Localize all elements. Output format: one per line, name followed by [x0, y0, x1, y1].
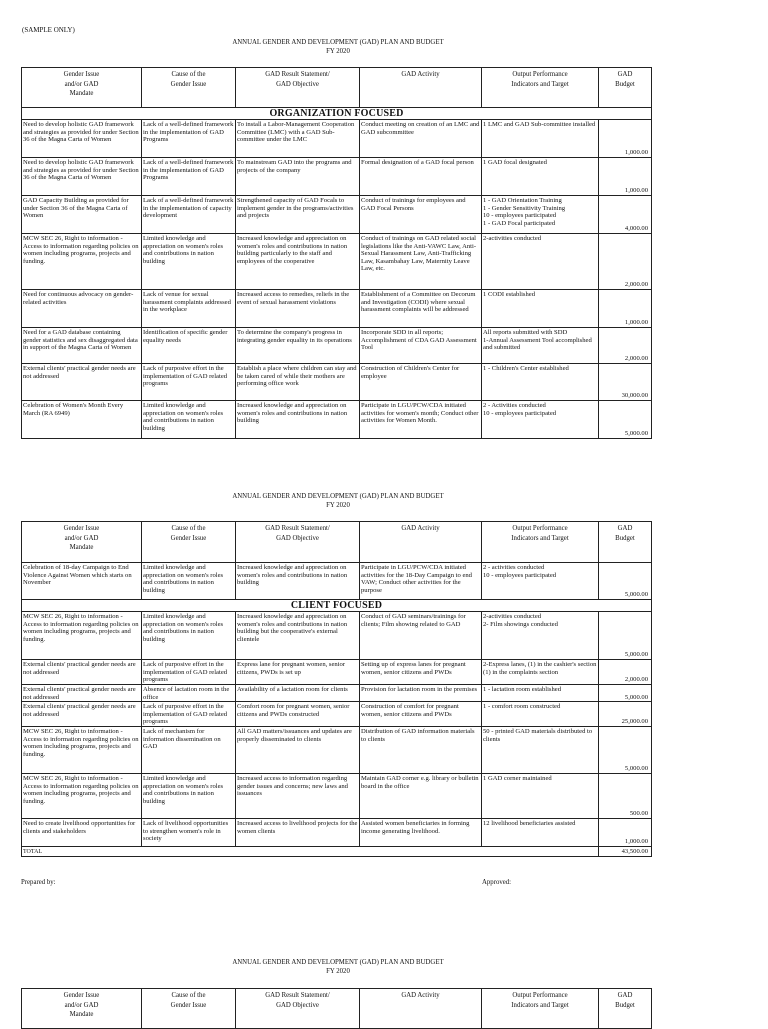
- cell-output: 2 - Activities conducted 10 - employees participated: [482, 401, 599, 439]
- table-row: [22, 290, 652, 328]
- header-budget: GAD Budget: [599, 989, 652, 1029]
- header-cause: Cause of the Gender Issue: [142, 522, 236, 563]
- cell-result: Express lane for pregnant women, senior citizens, PWDs is set up: [236, 660, 360, 685]
- page-title: ANNUAL GENDER AND DEVELOPMENT (GAD) PLAN AND BUDGET: [232, 39, 444, 46]
- cell-result: To determine the company's progress in integrating gender equality in its operations: [236, 328, 360, 364]
- table-row: [22, 660, 652, 685]
- cell-cause: Limited knowledge and appreciation on women's roles and contributions in nation building: [142, 773, 236, 818]
- cell-result: Availability of a lactation room for clients: [236, 685, 360, 702]
- header-row-3: [22, 989, 652, 1029]
- cell-result: Increased access to information regarding gender issues and concerns; new laws and issuances: [236, 773, 360, 818]
- table-row: [22, 612, 652, 660]
- cell-cause: Lack of a well-defined framework in the implementation of capacity development: [142, 196, 236, 234]
- fiscal-year-3: FY 2020: [326, 968, 350, 975]
- cell-output: 2-Express lanes, (1) in the cashier's section (1) in the complaints section: [482, 660, 599, 685]
- cell-output: 1 - Children's Center established: [482, 364, 599, 401]
- cell-output: 50 - printed GAD materials distributed to clients: [482, 726, 599, 773]
- cell-activity: Participate in LGU/PCW/CDA initiated activities for women's month; Conduct other activities for Women Month.: [360, 401, 482, 439]
- cell-activity: Conduct of trainings for employees and GAD Focal Persons: [360, 196, 482, 234]
- cell-output: 2-activities conducted: [482, 234, 599, 290]
- cell-output: 1 GAD corner maintained: [482, 773, 599, 818]
- cell-issue: Celebration of 18-day Campaign to End Violence Against Women which starts on November: [22, 563, 142, 600]
- header-activity: GAD Activity: [360, 522, 482, 563]
- cell-issue: GAD Capacity Building as provided for under Section 36 of the Magna Carta of Women: [22, 196, 142, 234]
- header-gender-issue: Gender Issue and/or GAD Mandate: [22, 522, 142, 563]
- cell-budget: 5,000.00: [599, 401, 652, 439]
- cell-activity: Construction of comfort for pregnant women, senior citizens and PWDs: [360, 702, 482, 727]
- cell-result: To mainstream GAD into the programs and projects of the company: [236, 158, 360, 196]
- cell-result: Increased knowledge and appreciation on women's roles and contributions in nation building particularly to the staff and employees of the cooperative: [236, 234, 360, 290]
- gad-plan-table-client: [21, 521, 652, 857]
- cell-issue: MCW SEC 26, Right to information - Access to information regarding policies on women including programs, projects and funding.: [22, 726, 142, 773]
- table-row: [22, 158, 652, 196]
- cell-activity: Establishment of a Committee on Decorum and Investigation (CODI) where sexual harassment complaints will be addressed: [360, 290, 482, 328]
- approved-label: Approved:: [482, 879, 512, 886]
- cell-activity: Conduct of trainings on GAD related social legislations like the Anti-VAWC Law, Anti-Sexual Harassment Law, Anti-Trafficking Law, Kasambahay Law, Maternity Leave Law, etc.: [360, 234, 482, 290]
- cell-cause: Limited knowledge and appreciation on women's roles and contributions in nation building: [142, 234, 236, 290]
- cell-budget: 5,000.00: [599, 612, 652, 660]
- cell-activity: Maintain GAD corner e.g. library or bulletin board in the office: [360, 773, 482, 818]
- cell-activity: Incorporate SDD in all reports; Accomplishment of CDA GAD Assessment Tool: [360, 328, 482, 364]
- table-row: [22, 364, 652, 401]
- cell-activity: Setting up of express lanes for pregnant women, senior citizens and PWDs: [360, 660, 482, 685]
- table-row: [22, 773, 652, 818]
- cell-result: Increased knowledge and appreciation on women's roles and contributions in nation building but the cooperative's external clientele: [236, 612, 360, 660]
- total-label: TOTAL: [22, 846, 599, 856]
- cell-cause: Lack of a well-defined framework in the implementation of GAD Programs: [142, 120, 236, 158]
- cell-issue: External clients' practical gender needs are not addressed: [22, 685, 142, 702]
- cell-result: Establish a place where children can stay and be taken cared of while their mothers are performing office work: [236, 364, 360, 401]
- cell-issue: MCW SEC 26, Right to information - Access to information regarding policies on women including programs, projects and funding.: [22, 234, 142, 290]
- header-output: Output Performance Indicators and Target: [482, 989, 599, 1029]
- table-row: [22, 401, 652, 439]
- cell-budget: 2,000.00: [599, 234, 652, 290]
- cell-cause: Absence of lactation room in the office: [142, 685, 236, 702]
- table-row: [22, 685, 652, 702]
- cell-result: Increased access to livelihood projects for the women clients: [236, 818, 360, 846]
- header-activity: GAD Activity: [360, 68, 482, 108]
- table-row: [22, 563, 652, 600]
- table-row: [22, 818, 652, 846]
- header-result: GAD Result Statement/ GAD Objective: [236, 68, 360, 108]
- cell-cause: Limited knowledge and appreciation on women's roles and contributions in nation building: [142, 563, 236, 600]
- cell-activity: Conduct meeting on creation of an LMC and GAD subcommittee: [360, 120, 482, 158]
- cell-output: 1 CODI established: [482, 290, 599, 328]
- cell-output: 2 - activities conducted 10 - employees participated: [482, 563, 599, 600]
- cell-issue: External clients' practical gender needs are not addressed: [22, 364, 142, 401]
- cell-issue: Need to develop holistic GAD framework and strategies as provided for under Section 36 of the Magna Carta of Women: [22, 158, 142, 196]
- cell-cause: Lack of livelihood opportunities to strengthen women's role in society: [142, 818, 236, 846]
- cell-result: Increased access to remedies, reliefs in the event of sexual harassment violations: [236, 290, 360, 328]
- header-budget: GAD Budget: [599, 522, 652, 563]
- cell-issue: Need to develop holistic GAD framework and strategies as provided for under Section 36 of the Magna Carta of Women: [22, 120, 142, 158]
- cell-result: Increased knowledge and appreciation on women's roles and contributions in nation building: [236, 563, 360, 600]
- table-row: [22, 702, 652, 727]
- cell-result: Comfort room for pregnant women, senior citizens and PWDs constructed: [236, 702, 360, 727]
- cell-budget: 25,000.00: [599, 702, 652, 727]
- header-budget: GAD Budget: [599, 68, 652, 108]
- cell-cause: Identification of specific gender equality needs: [142, 328, 236, 364]
- cell-budget: 5,000.00: [599, 726, 652, 773]
- cell-issue: MCW SEC 26, Right to information - Access to information regarding policies on women including programs, projects and funding.: [22, 612, 142, 660]
- cell-output: 1 - GAD Orientation Training 1 - Gender Sensitivity Training 10 - employees participated 1 - GAD Focal participated: [482, 196, 599, 234]
- header-output: Output Performance Indicators and Target: [482, 68, 599, 108]
- cell-output: 12 livelihood beneficiaries assisted: [482, 818, 599, 846]
- header-cause: Cause of the Gender Issue: [142, 989, 236, 1029]
- cell-budget: 1,000.00: [599, 158, 652, 196]
- cell-issue: External clients' practical gender needs are not addressed: [22, 702, 142, 727]
- total-value: 43,500.00: [599, 846, 652, 856]
- cell-cause: Limited knowledge and appreciation on women's roles and contributions in nation building: [142, 612, 236, 660]
- cell-budget: 5,000.00: [599, 685, 652, 702]
- cell-issue: Need for a GAD database containing gender statistics and sex disaggregated data in support of the Magna Carta of Women: [22, 328, 142, 364]
- cell-budget: 1,000.00: [599, 120, 652, 158]
- cell-cause: Lack of a well-defined framework in the implementation of GAD Programs: [142, 158, 236, 196]
- total-row: [22, 846, 652, 856]
- cell-output: All reports submitted with SDD 1-Annual Assessment Tool accomplished and submitted: [482, 328, 599, 364]
- cell-cause: Limited knowledge and appreciation on women's roles and contributions in nation building: [142, 401, 236, 439]
- header-row-2: [22, 522, 652, 563]
- cell-budget: 4,000.00: [599, 196, 652, 234]
- fiscal-year-2: FY 2020: [326, 502, 350, 509]
- gad-plan-table-page3: [21, 988, 652, 1029]
- cell-output: 1 - lactation room established: [482, 685, 599, 702]
- cell-activity: Conduct of GAD seminars/trainings for clients; Film showing related to GAD: [360, 612, 482, 660]
- cell-activity: Assisted women beneficiaries in forming income generating livelihood.: [360, 818, 482, 846]
- cell-result: All GAD matters/issuances and updates are properly disseminated to clients: [236, 726, 360, 773]
- cell-output: 1 - comfort room constructed: [482, 702, 599, 727]
- cell-issue: MCW SEC 26, Right to information - Access to information regarding policies on women including programs, projects and funding.: [22, 773, 142, 818]
- table-row: [22, 196, 652, 234]
- cell-issue: Celebration of Women's Month Every March (RA 6949): [22, 401, 142, 439]
- header-activity: GAD Activity: [360, 989, 482, 1029]
- cell-budget: 5,000.00: [599, 563, 652, 600]
- cell-output: 2-activities conducted 2- Film showings conducted: [482, 612, 599, 660]
- cell-activity: Provision for lactation room in the premises: [360, 685, 482, 702]
- table-row: [22, 726, 652, 773]
- table-row: [22, 234, 652, 290]
- cell-result: Increased knowledge and appreciation on women's roles and contributions in nation building: [236, 401, 360, 439]
- cell-budget: 2,000.00: [599, 328, 652, 364]
- header-gender-issue: Gender Issue and/or GAD Mandate: [22, 989, 142, 1029]
- cell-budget: 1,000.00: [599, 290, 652, 328]
- cell-result: To install a Labor-Management Cooperation Committee (LMC) with a GAD Sub-committee under the LMC: [236, 120, 360, 158]
- cell-activity: Distribution of GAD information materials to clients: [360, 726, 482, 773]
- cell-cause: Lack of mechanism for information dissemination on GAD: [142, 726, 236, 773]
- cell-activity: Participate in LGU/PCW/CDA initiated activities for the 18-Day Campaign to end VAW; Conduct other activities for the purpose: [360, 563, 482, 600]
- section-client-focused: CLIENT FOCUSED: [22, 600, 652, 612]
- page-title-3: ANNUAL GENDER AND DEVELOPMENT (GAD) PLAN AND BUDGET: [232, 959, 444, 966]
- fiscal-year: FY 2020: [326, 48, 350, 55]
- cell-cause: Lack of purposive effort in the implementation of GAD related programs: [142, 364, 236, 401]
- cell-budget: 500.00: [599, 773, 652, 818]
- page-title-2: ANNUAL GENDER AND DEVELOPMENT (GAD) PLAN AND BUDGET: [232, 493, 444, 500]
- cell-issue: External clients' practical gender needs are not addressed: [22, 660, 142, 685]
- cell-activity: Construction of Children's Center for employee: [360, 364, 482, 401]
- header-result: GAD Result Statement/ GAD Objective: [236, 989, 360, 1029]
- cell-output: 1 LMC and GAD Sub-committee installed: [482, 120, 599, 158]
- section-organization-focused: ORGANIZATION FOCUSED: [22, 108, 652, 120]
- table-row: [22, 120, 652, 158]
- header-output: Output Performance Indicators and Target: [482, 522, 599, 563]
- cell-issue: Need for continuous advocacy on gender-related activities: [22, 290, 142, 328]
- header-cause: Cause of the Gender Issue: [142, 68, 236, 108]
- cell-budget: 30,000.00: [599, 364, 652, 401]
- cell-cause: Lack of purposive effort in the implementation of GAD related programs: [142, 660, 236, 685]
- cell-result: Strengthened capacity of GAD Focals to implement gender in the programs/activities and projects: [236, 196, 360, 234]
- header-row: [22, 68, 652, 108]
- gad-plan-table-organization: [21, 67, 652, 439]
- sample-label: (SAMPLE ONLY): [22, 26, 75, 34]
- prepared-by-label: Prepared by:: [21, 879, 56, 886]
- cell-issue: Need to create livelihood opportunities for clients and stakeholders: [22, 818, 142, 846]
- cell-activity: Formal designation of a GAD focal person: [360, 158, 482, 196]
- cell-cause: Lack of purposive effort in the implementation of GAD related programs: [142, 702, 236, 727]
- table-row: [22, 328, 652, 364]
- header-result: GAD Result Statement/ GAD Objective: [236, 522, 360, 563]
- cell-output: 1 GAD focal designated: [482, 158, 599, 196]
- header-gender-issue: Gender Issue and/or GAD Mandate: [22, 68, 142, 108]
- cell-cause: Lack of venue for sexual harassment complaints addressed in the workplace: [142, 290, 236, 328]
- cell-budget: 2,000.00: [599, 660, 652, 685]
- cell-budget: 1,000.00: [599, 818, 652, 846]
